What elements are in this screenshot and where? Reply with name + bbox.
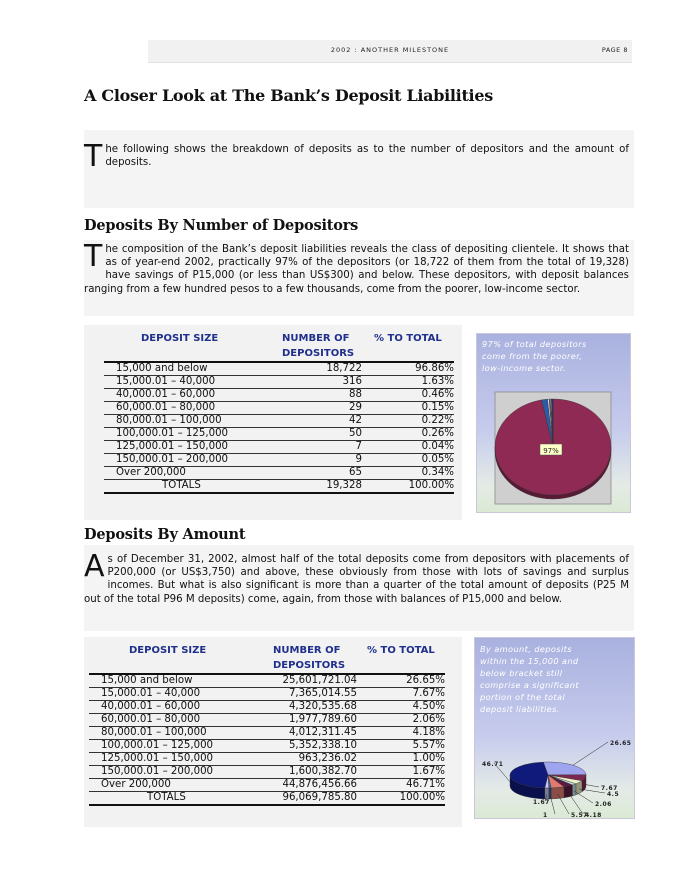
deposit-size-cell: 125,000.01 – 150,000: [104, 441, 262, 454]
deposit-size-cell: 40,000.01 – 60,000: [89, 701, 257, 714]
table-row: [89, 740, 445, 753]
percent-cell: 0.15%: [362, 402, 454, 415]
chart2-caption: By amount, deposits within the 15,000 and below bracket still comprise a significant portion of the total deposit liabilities.: [480, 644, 579, 714]
percent-cell: 46.71%: [357, 779, 445, 792]
pie-leader-line: [568, 793, 583, 814]
percent-cell: 2.06%: [357, 714, 445, 727]
section2-text: s of December 31, 2002, almost half of the total deposits come from depositors with placements of P200,000 (or US$3,750) and above, these obviously from those with lots of savings and surplus incomes. But what is also significant is more than a quarter of the total amount of deposits (P25 M out of the total P96 M deposits) come, again, from those with balances of P15,000 and below.: [84, 554, 629, 605]
amount-cell: 29: [262, 402, 362, 415]
section2-dropcap: A: [84, 549, 105, 584]
amount-cell: 7: [262, 441, 362, 454]
percent-cell: 0.04%: [362, 441, 454, 454]
deposit-size-cell: 150,000.01 – 200,000: [104, 454, 262, 467]
section2-heading: Deposits By Amount: [84, 526, 246, 543]
amount-cell: 9: [262, 454, 362, 467]
percent-cell: 0.26%: [362, 428, 454, 441]
deposit-size-cell: Over 200,000: [104, 467, 262, 480]
deposit-size-cell: 15,000.01 – 40,000: [89, 688, 257, 701]
percent-cell: 0.22%: [362, 415, 454, 428]
table1-body: [104, 362, 454, 493]
pie-data-label: 4.18: [585, 812, 602, 818]
amount-cell: 1,600,382.70: [257, 766, 357, 779]
totals-amount: 19,328: [262, 480, 362, 494]
totals-percent: 100.00%: [357, 792, 445, 806]
amount-cell: 1,977,789.60: [257, 714, 357, 727]
col-header-percent: % TO TOTAL: [374, 333, 442, 344]
pie-data-label: 26.65: [610, 740, 632, 747]
col-header-number: NUMBER OF DEPOSITORS: [273, 645, 346, 671]
pie-data-label: 7.67: [601, 785, 618, 792]
table-row: [104, 454, 454, 467]
deposit-size-cell: 100,000.01 – 125,000: [104, 428, 262, 441]
deposit-size-cell: 125,000.01 – 150,000: [89, 753, 257, 766]
table-row: [104, 389, 454, 402]
table-row: [104, 441, 454, 454]
intro-dropcap: T: [84, 139, 103, 174]
pie-slice-side: [545, 788, 549, 799]
pie-slice-side: [551, 787, 564, 799]
pie-data-label: 1: [543, 812, 548, 818]
table-row: [89, 753, 445, 766]
percent-cell: 1.63%: [362, 376, 454, 389]
intro-paragraph: [84, 139, 629, 174]
pie-data-label: 2.06: [595, 801, 612, 808]
amount-cell: 25,601,721.04: [257, 674, 357, 688]
section1-heading: Deposits By Number of Depositors: [84, 217, 359, 234]
col-header-percent: % TO TOTAL: [367, 645, 435, 656]
amount-cell: 316: [262, 376, 362, 389]
table-row: [104, 467, 454, 480]
pie-leader-line: [574, 791, 593, 803]
totals-label: TOTALS: [89, 792, 257, 806]
pie-data-label: [540, 444, 562, 455]
deposit-size-cell: 80,000.01 – 100,000: [104, 415, 262, 428]
table-row: [89, 779, 445, 792]
totals-amount: 96,069,785.80: [257, 792, 357, 806]
pie-slice-side: [572, 784, 576, 796]
header-title: 2002 : ANOTHER MILESTONE: [330, 46, 450, 54]
deposit-size-cell: 60,000.01 – 80,000: [104, 402, 262, 415]
percent-cell: 5.57%: [357, 740, 445, 753]
deposit-size-cell: 100,000.01 – 125,000: [89, 740, 257, 753]
deposit-size-cell: 80,000.01 – 100,000: [89, 727, 257, 740]
pie-data-label: 5.57: [571, 812, 588, 818]
deposit-size-cell: 40,000.01 – 60,000: [104, 389, 262, 402]
deposit-size-cell: 60,000.01 – 80,000: [89, 714, 257, 727]
amount-cell: 18,722: [262, 362, 362, 376]
depositors-chart: [476, 333, 631, 513]
percent-cell: 4.50%: [357, 701, 445, 714]
intro-text: he following shows the breakdown of deposits as to the number of depositors and the amount of deposits.: [105, 144, 629, 169]
table-row: [104, 415, 454, 428]
chart2-svg: [475, 638, 634, 818]
amount-cell: 88: [262, 389, 362, 402]
totals-percent: 100.00%: [362, 480, 454, 494]
col-header-number: NUMBER OF DEPOSITORS: [282, 333, 355, 359]
page-header: [148, 40, 632, 63]
deposit-size-cell: 15,000 and below: [89, 674, 257, 688]
chart1-caption: 97% of total depositors come from the poorer, low-income sector.: [482, 339, 587, 373]
amount-cell: 65: [262, 467, 362, 480]
table-row: [89, 766, 445, 779]
amount-cell: 5,352,338.10: [257, 740, 357, 753]
section2-paragraph: [84, 549, 629, 606]
percent-cell: 26.65%: [357, 674, 445, 688]
amount-chart: [474, 637, 635, 819]
table-row: [104, 376, 454, 389]
col-header-deposit-size: DEPOSIT SIZE: [129, 645, 207, 656]
percent-cell: 7.67%: [357, 688, 445, 701]
percent-cell: 0.05%: [362, 454, 454, 467]
table-row: [89, 688, 445, 701]
percent-cell: 96.86%: [362, 362, 454, 376]
section1-dropcap: T: [84, 239, 103, 274]
percent-cell: 0.34%: [362, 467, 454, 480]
col-header-deposit-size: DEPOSIT SIZE: [141, 333, 219, 344]
pie-leader-line: [573, 742, 608, 765]
table-row: [89, 674, 445, 688]
amount-cell: 42: [262, 415, 362, 428]
amount-cell: 4,320,535.68: [257, 701, 357, 714]
pie-data-label: 1.67: [533, 799, 550, 806]
pie-data-label: 4.5: [607, 791, 620, 798]
section1-text: he composition of the Bank’s deposit liabilities reveals the class of depositing clientele. It shows that as of year-end 2002, practically 97% of the depositors (or 18,722 of them from the total of 19,328) have savings of P15,000 (or less than US$300) and below. These depositors, with deposit balances ranging from a few hundred pesos to a few thousands, come from the poorer, low-income sector.: [84, 244, 629, 295]
table-row: [89, 714, 445, 727]
totals-row: [89, 792, 445, 806]
amount-cell: 963,236.02: [257, 753, 357, 766]
section1-paragraph: [84, 239, 629, 296]
table-row: [104, 362, 454, 376]
depositors-table: [104, 331, 454, 494]
pie-leader-line: [585, 784, 599, 787]
pie-slice-side: [564, 785, 572, 798]
percent-cell: 4.18%: [357, 727, 445, 740]
pie-data-label: 46.71: [482, 761, 504, 768]
table-row: [104, 428, 454, 441]
deposit-size-cell: 15,000.01 – 40,000: [104, 376, 262, 389]
totals-label: TOTALS: [104, 480, 262, 494]
table-row: [89, 727, 445, 740]
page-title: A Closer Look at The Bank’s Deposit Liabilities: [84, 86, 493, 105]
totals-row: [104, 480, 454, 494]
percent-cell: 1.00%: [357, 753, 445, 766]
table-row: [104, 402, 454, 415]
deposit-size-cell: 15,000 and below: [104, 362, 262, 376]
chart1-svg: [477, 334, 630, 512]
svg-text:97%: 97%: [543, 447, 559, 455]
deposit-size-cell: 150,000.01 – 200,000: [89, 766, 257, 779]
page-number: PAGE 8: [601, 46, 628, 54]
table2-body: [89, 674, 445, 805]
amount-cell: 4,012,311.45: [257, 727, 357, 740]
pie-slice: [543, 762, 586, 775]
percent-cell: 0.46%: [362, 389, 454, 402]
amount-table: [89, 643, 445, 806]
table-row: [89, 701, 445, 714]
amount-cell: 50: [262, 428, 362, 441]
deposit-size-cell: Over 200,000: [89, 779, 257, 792]
amount-cell: 7,365,014.55: [257, 688, 357, 701]
percent-cell: 1.67%: [357, 766, 445, 779]
amount-cell: 44,876,456.66: [257, 779, 357, 792]
